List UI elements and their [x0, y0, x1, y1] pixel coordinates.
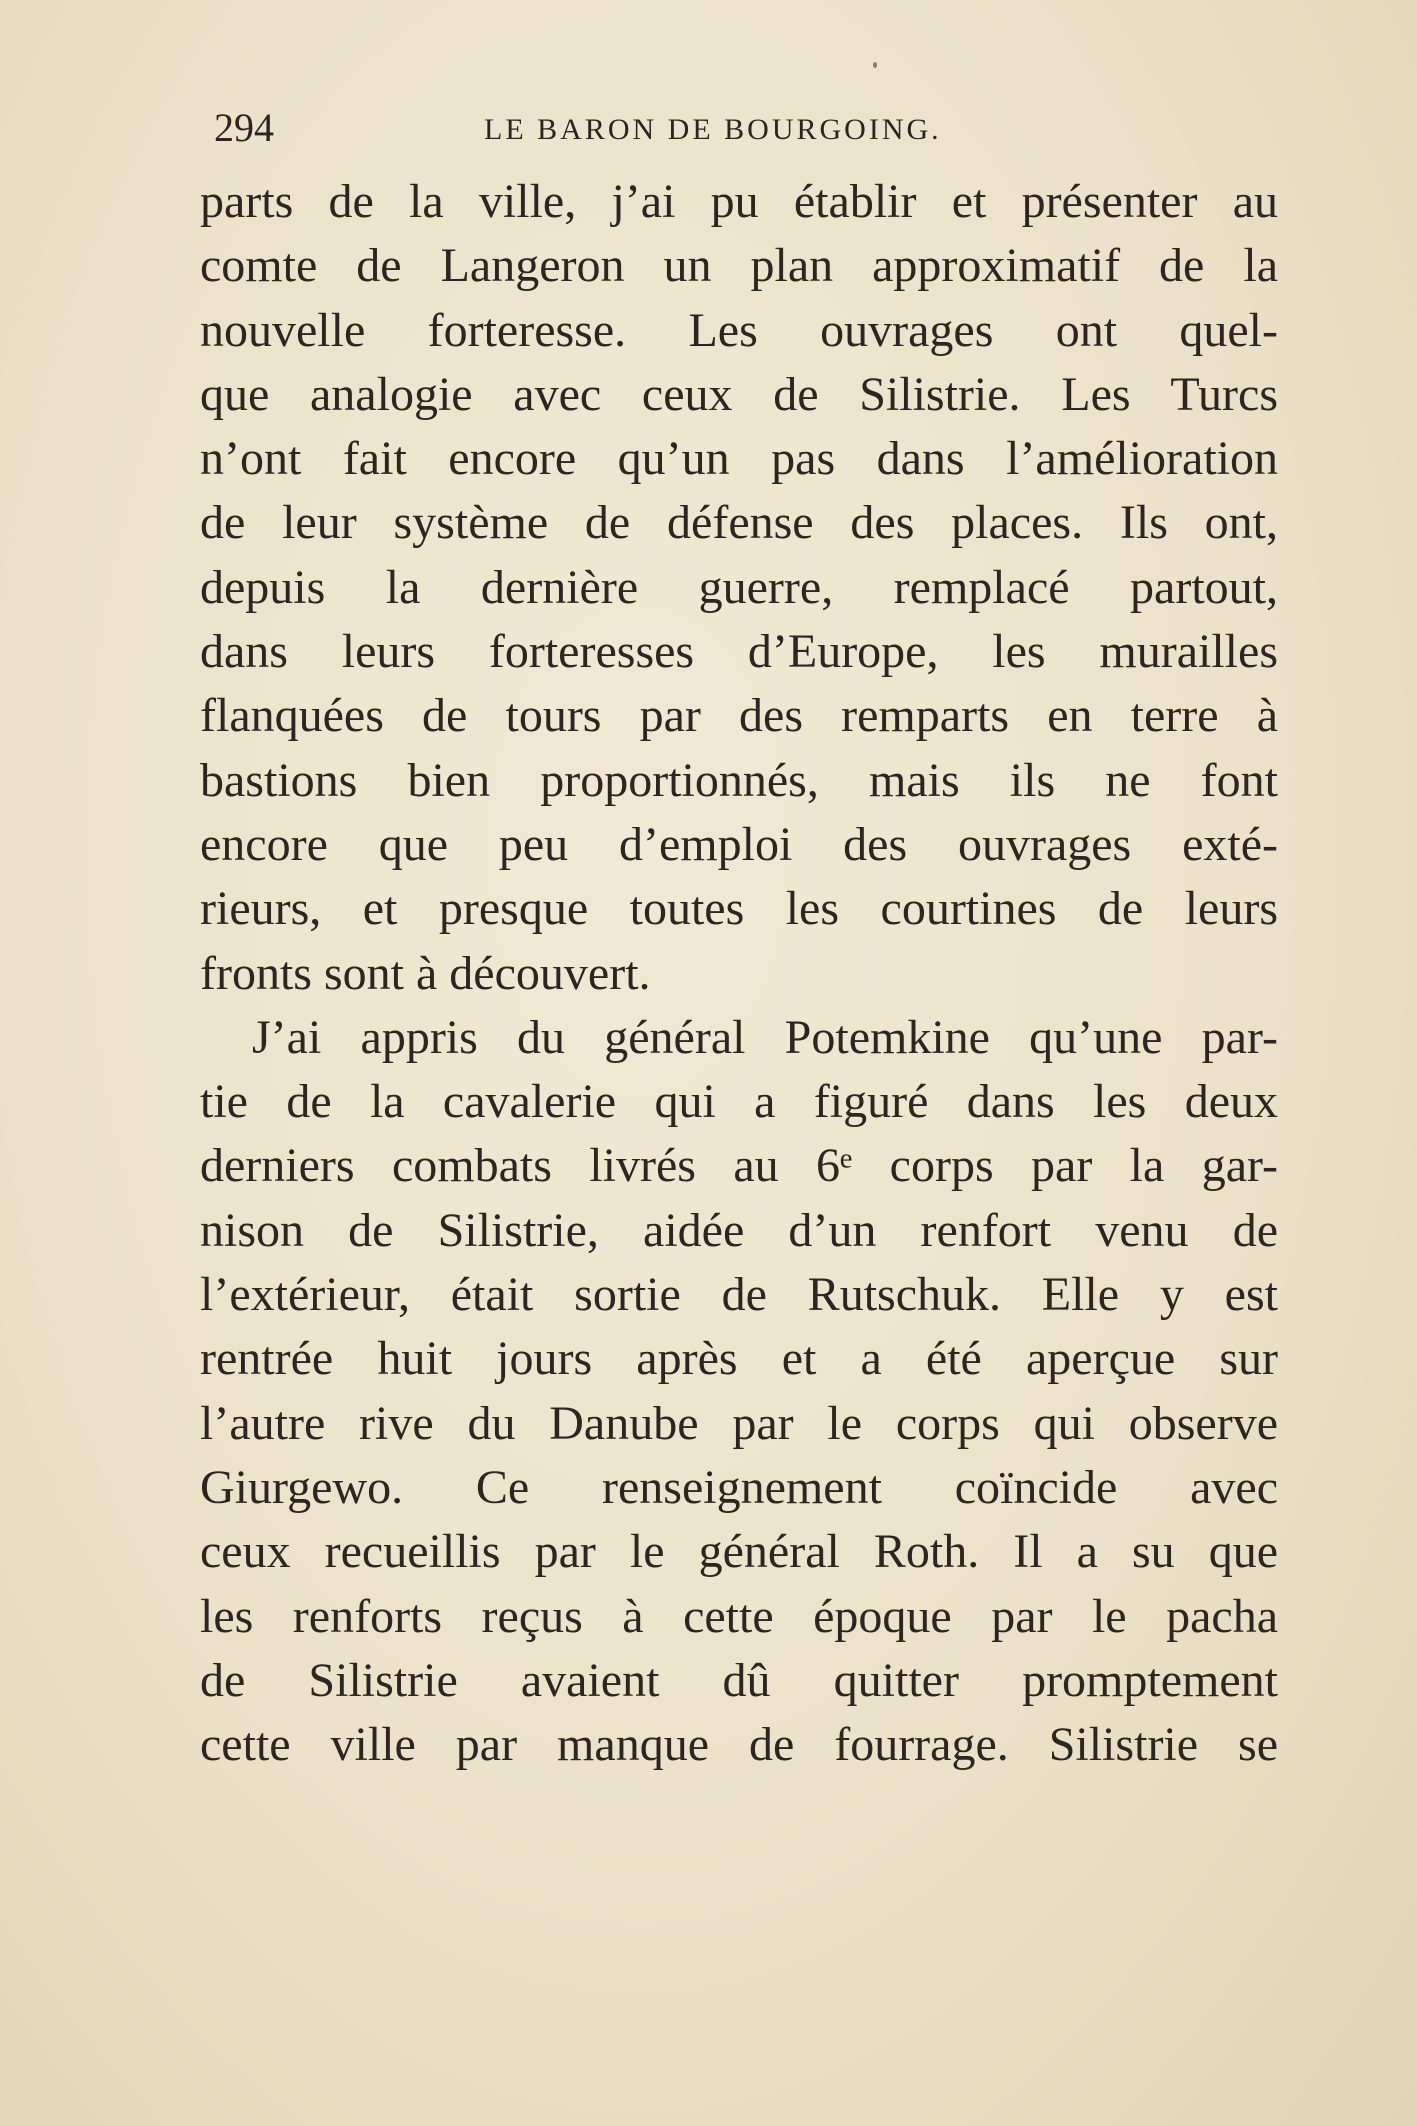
text-line: encore que peu d’emploi des ouvrages exté-: [200, 817, 1278, 871]
text-line: tie de la cavalerie qui a figuré dans les deux: [200, 1075, 1278, 1129]
text-line: l’autre rive du Danube par le corps qui observe: [200, 1396, 1278, 1450]
text-line: ceux recueillis par le général Roth. Il a su que: [200, 1525, 1278, 1579]
paragraph-2: [200, 1006, 1278, 1778]
running-title: LE BARON DE BOURGOING.: [484, 113, 942, 146]
paragraph-1: [200, 170, 1278, 1006]
text-line: l’extérieur, était sortie de Rutschuk. Elle y est: [200, 1268, 1278, 1322]
text-line: n’ont fait encore qu’un pas dans l’amélioration: [200, 432, 1278, 486]
text-line: rentrée huit jours après et a été aperçue sur: [200, 1332, 1278, 1386]
text-line: de leur système de défense des places. Ils ont,: [200, 496, 1278, 550]
text-line: J’ai appris du général Potemkine qu’une par-: [252, 1010, 1278, 1064]
text-line: nouvelle forteresse. Les ouvrages ont quel-: [200, 303, 1278, 357]
text-line: de Silistrie avaient dû quitter promptement: [200, 1653, 1278, 1707]
text-line: comte de Langeron un plan approximatif de la: [200, 239, 1278, 293]
text-line: dans leurs forteresses d’Europe, les murailles: [200, 625, 1278, 679]
body-text: [200, 170, 1278, 1777]
text-line: rieurs, et presque toutes les courtines de leurs: [200, 882, 1278, 936]
page-number: 294: [214, 105, 274, 150]
text-line: que analogie avec ceux de Silistrie. Les Turcs: [200, 367, 1278, 421]
text-line: derniers combats livrés au 6ᵉ corps par la gar-: [200, 1139, 1278, 1193]
text-line: cette ville par manque de fourrage. Silistrie se: [200, 1718, 1278, 1772]
text-line: bastions bien proportionnés, mais ils ne font: [200, 753, 1278, 807]
text-line: parts de la ville, j’ai pu établir et présenter au: [200, 175, 1278, 228]
text-line: Giurgewo. Ce renseignement coïncide avec: [200, 1460, 1278, 1514]
text-line: depuis la dernière guerre, remplacé partout,: [200, 560, 1278, 614]
paper-speck: [873, 62, 877, 68]
text-line: flanquées de tours par des remparts en terre à: [200, 689, 1278, 743]
text-line: nison de Silistrie, aidée d’un renfort venu de: [200, 1203, 1278, 1257]
text-line: les renforts reçus à cette époque par le pacha: [200, 1589, 1278, 1643]
text-line: fronts sont à découvert.: [200, 946, 651, 1000]
running-head: [214, 104, 1274, 152]
